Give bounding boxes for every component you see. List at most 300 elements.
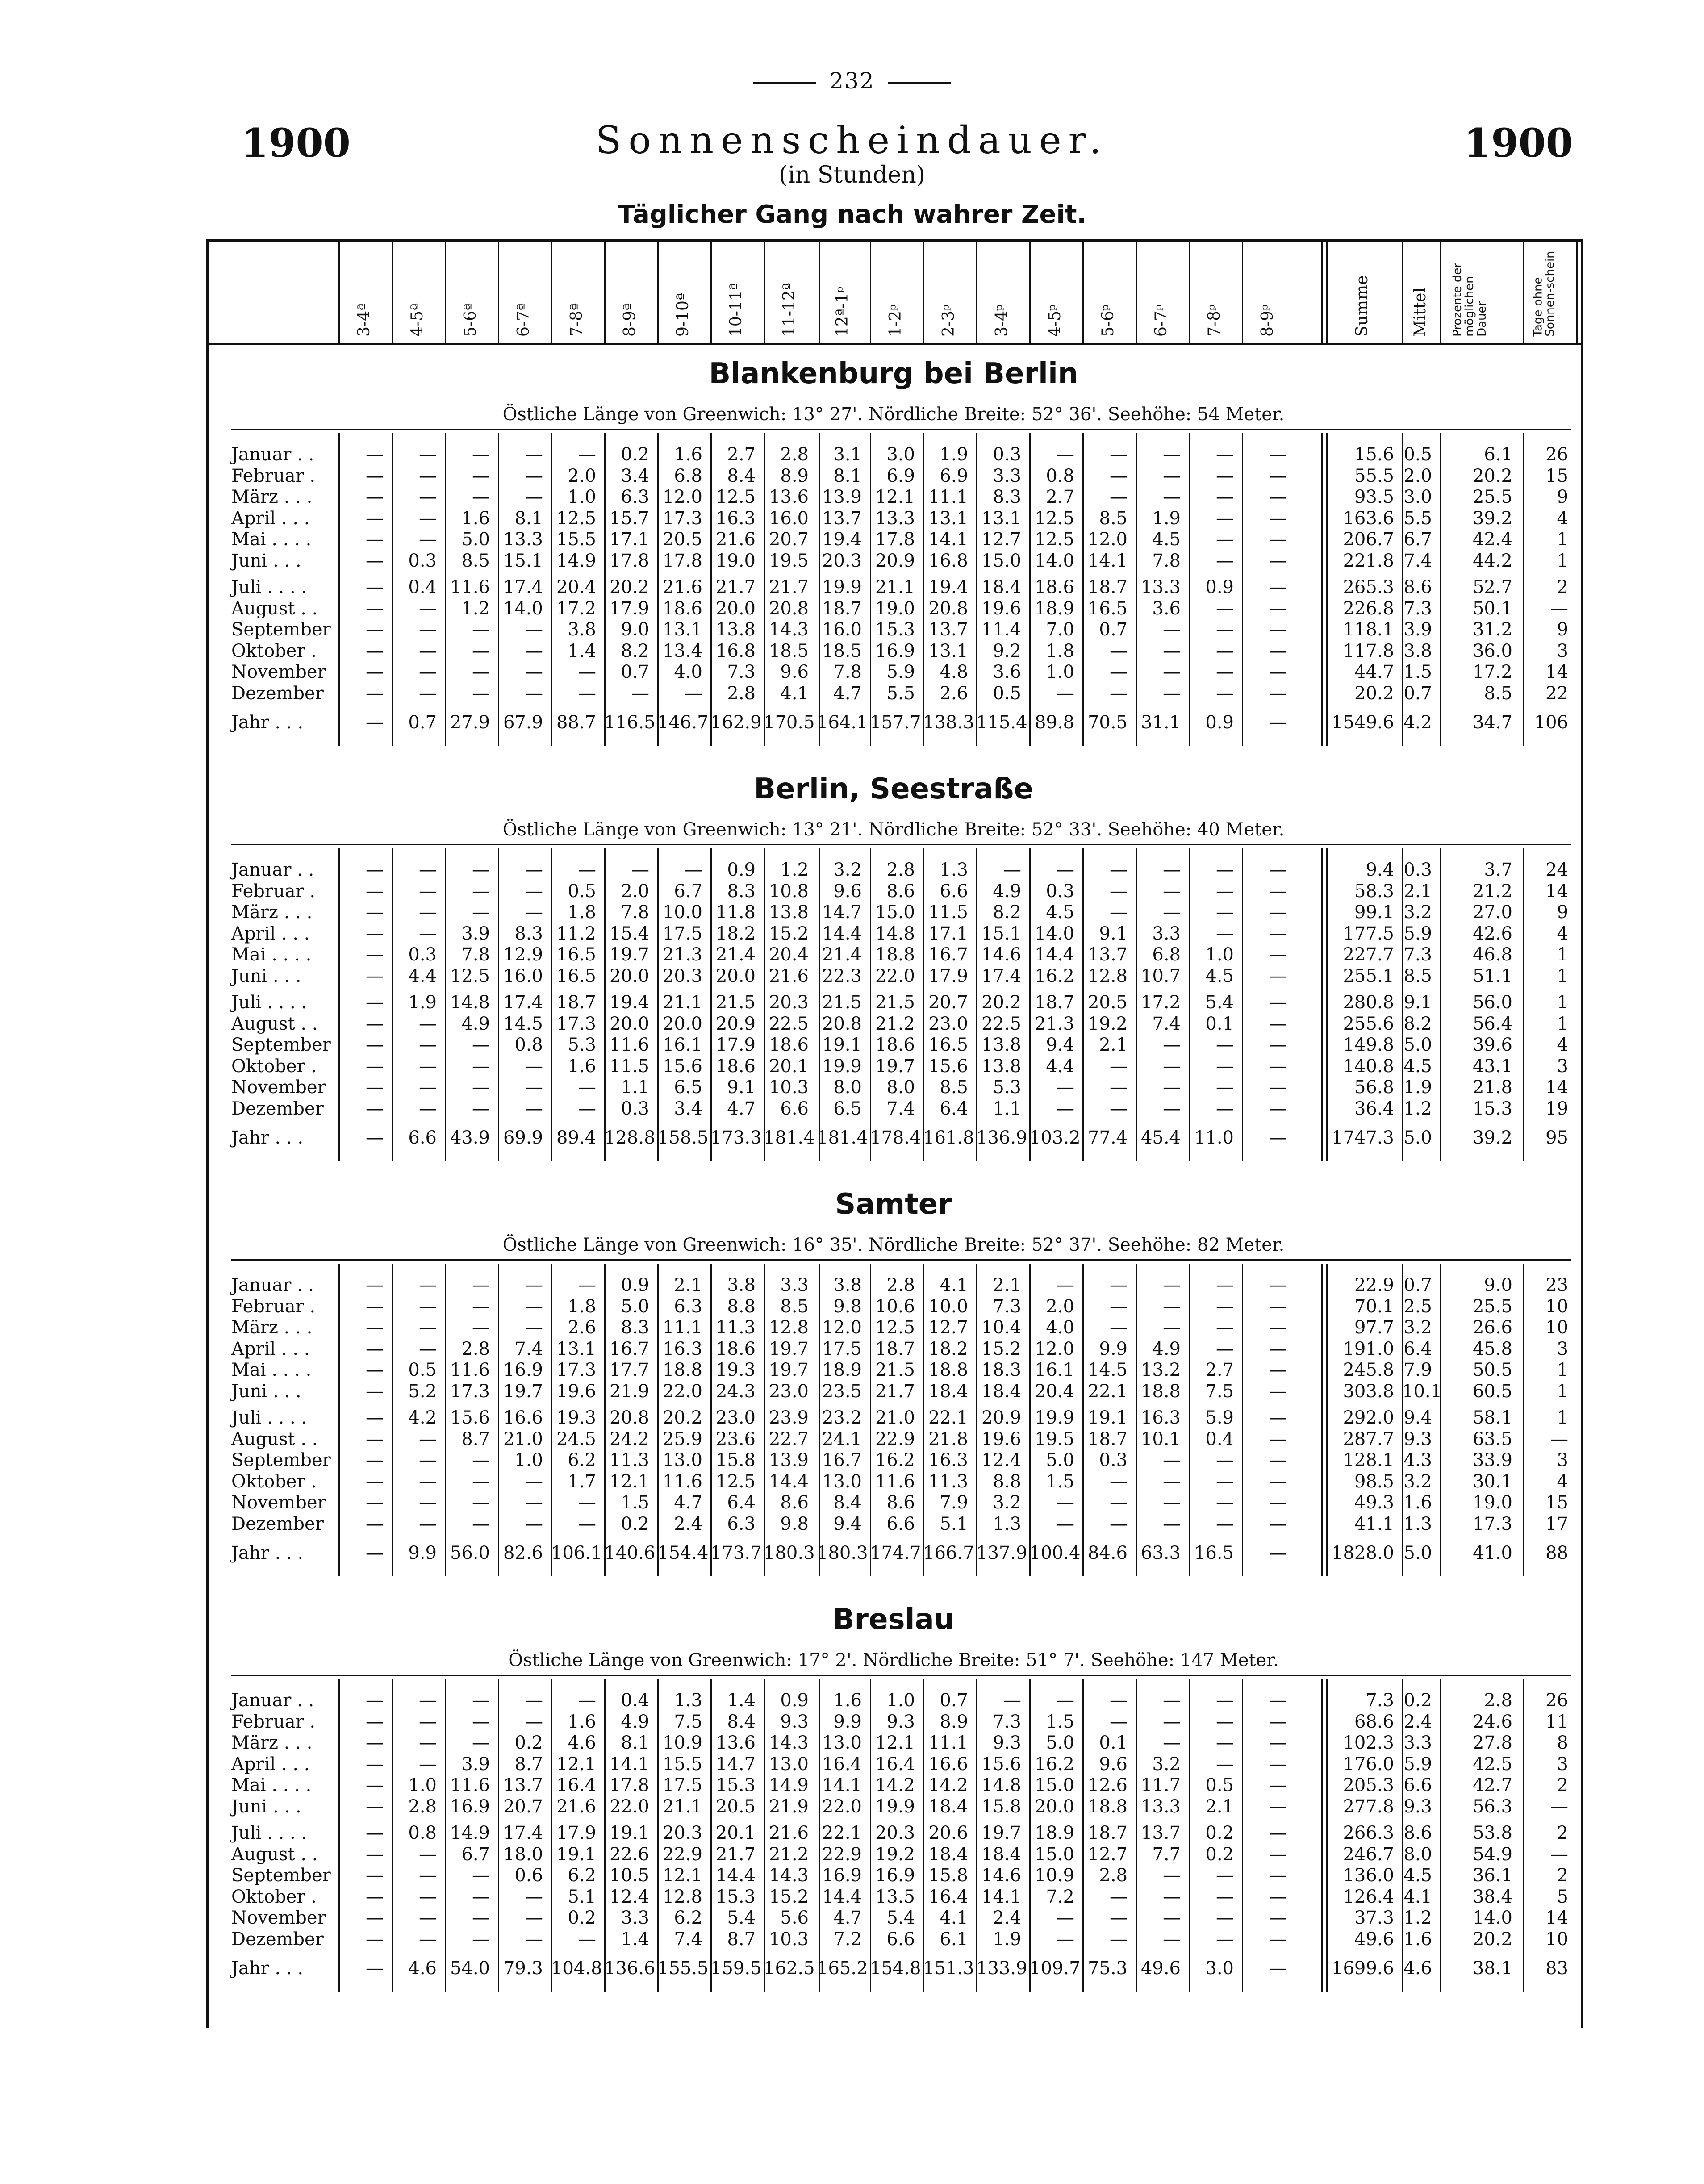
column-header [604,243,657,339]
table-cell: 5.1 [940,1513,968,1534]
table-cell: 4.6 [1403,1958,1432,1979]
table-cell: — [685,860,702,880]
table-cell: — [366,1775,384,1796]
table-row [209,508,1578,529]
table-row [209,1471,1578,1492]
table-cell: 100.4 [1029,1543,1081,1563]
table-cell: 16.7 [609,1338,649,1359]
table-cell: — [1216,1733,1234,1753]
table-cell: 13.0 [768,1754,809,1775]
table-cell: 9.8 [780,1513,809,1534]
table-cell: 13.8 [981,1056,1021,1077]
table-cell: 2.8 [1484,1690,1512,1711]
station-rule [231,429,1571,430]
table-cell: 1.6 [674,444,702,465]
table-cell: 7.7 [1152,1844,1181,1865]
table-cell: 3.8 [727,1275,756,1295]
table-cell: 20.6 [928,1823,968,1843]
table-cell: 12.8 [662,1886,702,1907]
table-cell: — [419,1865,437,1886]
table-cell: 14.0 [1034,550,1074,571]
table-row [209,529,1578,550]
table-cell: 19.7 [981,1823,1021,1843]
table-cell: 8.6 [1403,577,1432,597]
table-cell: 16.9 [875,640,915,661]
table-cell: — [366,529,384,550]
table-cell: 9.1 [727,1077,756,1098]
table-cell: 11.6 [450,1775,490,1796]
table-cell: 50.1 [1472,598,1512,619]
table-cell: 116.5 [604,712,656,733]
table-cell: 2.7 [1046,487,1074,507]
column-header-label: 6-7ᵖ [1152,304,1170,337]
page-number-dash-right [888,82,951,84]
table-cell: 0.3 [1099,1450,1128,1470]
table-cell: 11.1 [928,1733,968,1753]
table-cell: 3.8 [1403,640,1432,661]
table-cell: 45.8 [1472,1338,1512,1359]
table-cell: — [1057,1513,1074,1534]
table-cell: 21.9 [609,1381,649,1402]
table-cell: — [1163,1929,1181,1950]
table-cell: 2.6 [568,1317,596,1338]
table-cell: 20.0 [609,965,649,986]
table-cell: 1.4 [727,1690,756,1711]
table-cell: — [1057,1690,1074,1711]
table-cell: 103.2 [1029,1127,1081,1148]
table-cell: 15.5 [662,1754,702,1775]
table-cell: 5.0 [461,529,490,550]
table-cell: 13.3 [503,529,543,550]
table-cell: — [525,444,543,465]
table-cell: 7.9 [940,1492,968,1513]
table-cell: 128.8 [604,1127,656,1148]
table-cell: 174.7 [870,1543,921,1563]
station-name: Breslau [832,1603,955,1636]
table-cell: — [366,1338,384,1359]
table-cell: 16.6 [503,1407,543,1428]
table-cell: 8.7 [461,1428,490,1449]
table-cell: 0.3 [993,444,1021,465]
table-cell: 25.5 [1472,487,1512,507]
table-cell: 4.3 [1403,1450,1432,1470]
table-cell: 226.8 [1343,598,1394,619]
table-cell: — [1163,1492,1181,1513]
table-cell: 11.1 [662,1317,702,1338]
table-cell: 22.5 [768,1013,809,1034]
table-row [209,1014,1578,1034]
table-cell: — [419,1450,437,1470]
table-cell: — [366,1296,384,1317]
table-cell: — [1269,619,1287,640]
table-cell: 8.3 [727,881,756,902]
table-cell: 10.0 [928,1296,968,1317]
row-label: Oktober . [231,640,317,661]
table-cell: — [366,1381,384,1402]
table-cell: — [366,1690,384,1711]
table-row [209,881,1578,902]
table-cell: 12.0 [1034,1338,1074,1359]
table-cell: 1.3 [1403,1513,1432,1534]
table-cell: 12.5 [1034,529,1074,550]
table-cell: 1.1 [993,1098,1021,1119]
table-cell: 18.4 [928,1381,968,1402]
table-row [209,1865,1578,1886]
page-number-dash-left [753,82,816,84]
table-cell: 17.1 [928,923,968,944]
table-cell: 5 [1557,1886,1568,1907]
row-label: Juli . . . . [231,1823,307,1843]
table-cell: 8.4 [727,465,756,486]
row-label: August . . [231,1844,318,1865]
table-cell: 44.2 [1472,550,1512,571]
table-cell: 18.5 [768,640,809,661]
table-cell: 15.6 [981,1754,1021,1775]
table-cell: 17.2 [1140,992,1181,1013]
table-cell: 3.2 [1152,1754,1181,1775]
table-cell: 5.4 [886,1908,915,1928]
table-cell: — [1216,1098,1234,1119]
table-cell: 1.9 [1152,508,1181,529]
table-cell: 0.9 [727,860,756,880]
table-cell: 115.4 [976,712,1027,733]
table-cell: 21.2 [875,1013,915,1034]
station-coordinates: Östliche Länge von Greenwich: 17° 2'. Nördliche Breite: 51° 7'. Seehöhe: 147 Meter. [508,1650,1279,1670]
table-cell: 13.8 [768,902,809,923]
table-cell: 3.3 [780,1275,809,1295]
table-cell: 12.9 [503,944,543,965]
table-cell: 18.2 [928,1338,968,1359]
table-cell: 15.8 [928,1865,968,1886]
table-cell: 14.7 [715,1754,756,1775]
table-cell: 26 [1545,444,1568,465]
table-cell: 4.8 [940,662,968,682]
table-cell: — [419,1513,437,1534]
table-cell: 9.9 [1099,1338,1128,1359]
table-cell: 164.1 [817,712,868,733]
table-cell: 4 [1557,1035,1568,1055]
table-cell: 7.4 [1403,550,1432,571]
table-cell: 2.0 [1046,1296,1074,1317]
table-cell: — [1163,662,1181,682]
table-cell: 19.3 [715,1360,756,1380]
table-cell: 20.8 [609,1407,649,1428]
row-label: Dezember [231,1929,324,1950]
table-cell: 19.7 [768,1360,809,1380]
table-cell: 21.8 [1472,1077,1512,1098]
table-cell: 20.0 [1034,1796,1074,1817]
table-cell: — [1216,465,1234,486]
row-label: März . . . [231,487,313,507]
table-row [209,966,1578,986]
table-cell: 10.0 [662,902,702,923]
table-row [209,641,1578,661]
station-name: Samter [835,1188,952,1221]
table-cell: 16.4 [928,1886,968,1907]
table-cell: — [1269,529,1287,550]
table-cell: — [1216,1035,1234,1055]
table-cell: — [525,1929,543,1950]
table-cell: 22.7 [768,1428,809,1449]
table-cell: 140.6 [604,1543,656,1563]
table-cell: 19.9 [1034,1407,1074,1428]
table-cell: 0.9 [1205,577,1234,597]
row-label: April . . . [231,923,310,944]
table-cell: 83 [1545,1958,1568,1979]
table-cell: 26.6 [1472,1317,1512,1338]
table-cell: — [1269,1886,1287,1907]
table-cell: 13.1 [928,640,968,661]
table-cell: 17.9 [928,965,968,986]
table-cell: 117.8 [1343,640,1394,661]
table-cell: 136.6 [604,1958,656,1979]
table-cell: — [1163,860,1181,880]
table-cell: 2.4 [1403,1711,1432,1732]
table-cell: 12.8 [1087,965,1128,986]
table-cell: 1.4 [568,640,596,661]
table-cell: 22 [1545,683,1568,704]
table-cell: 221.8 [1343,550,1394,571]
table-cell: — [419,1471,437,1492]
table-cell: — [1269,508,1287,529]
table-cell: 1.0 [886,1690,915,1711]
table-cell: 14.4 [1034,944,1074,965]
table-cell: 9.6 [1099,1754,1128,1775]
table-cell: — [366,944,384,965]
table-cell: 0.2 [621,444,649,465]
table-cell: 1.9 [993,1929,1021,1950]
table-cell: — [525,1513,543,1534]
table-cell: — [366,965,384,986]
table-cell: — [1057,1098,1074,1119]
table-cell: 18.8 [1087,1796,1128,1817]
table-cell: 21.7 [768,577,809,597]
table-row [209,444,1578,465]
table-cell: 2.1 [674,1275,702,1295]
table-cell: 3.4 [674,1098,702,1119]
column-header-label: 4-5ª [408,303,426,337]
year-total-row [209,1543,1578,1563]
year-total-row [209,1958,1578,1979]
station-section [209,773,1578,1174]
table-cell: 0.2 [514,1733,543,1753]
table-cell: — [525,1711,543,1732]
table-cell: — [1269,1013,1287,1034]
table-cell: 5.9 [1205,1407,1234,1428]
table-row [209,487,1578,507]
table-cell: — [419,1886,437,1907]
table-cell: — [1110,1908,1128,1928]
table-cell: — [631,683,649,704]
table-cell: — [525,1296,543,1317]
table-cell: — [1269,923,1287,944]
table-cell: 22.5 [981,1013,1021,1034]
table-row [209,598,1578,619]
table-cell: 2 [1557,1865,1568,1886]
table-cell: 20.2 [1472,1929,1512,1950]
table-cell: 12.5 [1034,508,1074,529]
table-cell: 162.5 [764,1958,815,1979]
table-cell: — [366,640,384,661]
station-coordinates: Östliche Länge von Greenwich: 16° 35'. Nördliche Breite: 52° 37'. Seehöhe: 82 Meter. [502,1235,1285,1255]
table-cell: 11.3 [715,1317,756,1338]
table-cell: 20.4 [768,944,809,965]
table-cell: — [419,508,437,529]
table-cell: — [366,1428,384,1449]
table-cell: — [1216,444,1234,465]
table-cell: 0.2 [1403,1690,1432,1711]
table-cell: 16.0 [768,508,809,529]
table-cell: 14.4 [822,1886,862,1907]
table-cell: 49.3 [1354,1492,1394,1513]
table-cell: 1 [1557,1407,1568,1428]
table-cell: 6.4 [1403,1338,1432,1359]
table-cell: — [1163,1450,1181,1470]
table-cell: — [366,860,384,880]
row-label: Dezember [231,1098,324,1119]
table-cell: — [1163,1035,1181,1055]
table-cell: 23.2 [822,1407,862,1428]
table-cell: — [472,1056,490,1077]
table-cell: — [1110,640,1128,661]
table-cell: 24.5 [556,1428,596,1449]
table-cell: 12.1 [609,1471,649,1492]
table-cell: — [1163,1317,1181,1338]
table-cell: 20.2 [609,577,649,597]
table-cell: 14.8 [875,923,915,944]
table-cell: 77.4 [1087,1127,1128,1148]
table-cell: — [366,1886,384,1907]
table-cell: 15.1 [503,550,543,571]
table-cell: — [472,1296,490,1317]
table-row [209,1035,1578,1055]
table-cell: 13.7 [1140,1823,1181,1843]
table-cell: — [1163,1077,1181,1098]
table-cell: 266.3 [1343,1823,1394,1843]
table-cell: — [1216,1077,1234,1098]
table-cell: 181.4 [817,1127,868,1148]
table-cell: — [1163,1296,1181,1317]
table-cell: 4.9 [1152,1338,1181,1359]
table-cell: — [1269,577,1287,597]
table-cell: 3.2 [1403,1317,1432,1338]
column-header-label: 3-4ª [355,303,373,337]
table-cell: 21.4 [822,944,862,965]
table-cell: 19.2 [1087,1013,1128,1034]
table-cell: — [1269,1690,1287,1711]
table-cell: — [1110,1690,1128,1711]
table-cell: 18.6 [662,598,702,619]
row-label: März . . . [231,1733,313,1753]
table-cell: 18.4 [981,1381,1021,1402]
table-cell: — [419,662,437,682]
table-cell: 15.6 [662,1056,702,1077]
table-cell: 7.2 [833,1929,862,1950]
table-cell: 8.9 [780,465,809,486]
table-cell: 13.2 [1140,1360,1181,1380]
table-cell: 0.5 [1403,444,1432,465]
table-cell: 10.1 [1140,1428,1181,1449]
table-cell: 11.7 [1140,1775,1181,1796]
table-cell: 15.3 [715,1886,756,1907]
table-cell: 27.8 [1472,1733,1512,1753]
table-cell: 5.4 [727,1908,756,1928]
table-cell: 136.0 [1343,1865,1394,1886]
page-title: Sonnenscheindauer. [595,118,1109,162]
table-cell: — [525,640,543,661]
table-cell: — [1550,598,1568,619]
table-cell: — [366,1275,384,1295]
table-cell: 8.7 [727,1929,756,1950]
table-cell: 0.2 [1205,1823,1234,1843]
table-cell: 6.3 [621,487,649,507]
table-cell: 3.2 [1403,902,1432,923]
table-cell: 7.9 [1403,1360,1432,1380]
table-cell: — [366,598,384,619]
table-cell: 17.3 [1472,1513,1512,1534]
table-cell: — [366,662,384,682]
table-cell: 21.3 [1034,1013,1074,1034]
table-cell: 18.8 [1140,1381,1181,1402]
table-cell: 19.9 [822,1056,862,1077]
table-cell: 20.3 [822,550,862,571]
table-cell: 17.5 [662,1775,702,1796]
table-cell: 1 [1557,1013,1568,1034]
table-cell: 16.5 [556,944,596,965]
table-cell: 9.6 [780,662,809,682]
table-cell: 8.5 [1484,683,1512,704]
table-cell: 21.6 [662,577,702,597]
table-cell: 19 [1545,1098,1568,1119]
table-cell: 9 [1557,619,1568,640]
table-cell: 12.5 [450,965,490,986]
table-cell: 0.1 [1205,1013,1234,1034]
table-cell: 4.5 [1152,529,1181,550]
table-row [209,1275,1578,1295]
table-cell: — [1163,1733,1181,1753]
table-cell: 4.5 [1205,965,1234,986]
table-cell: 8.5 [461,550,490,571]
table-cell: 3.6 [993,662,1021,682]
table-cell: — [419,1098,437,1119]
table-cell: 17.5 [662,923,702,944]
table-cell: 3.0 [1205,1958,1234,1979]
table-cell: — [1110,1492,1128,1513]
table-cell: 18.8 [928,1360,968,1380]
table-cell: 5.5 [886,683,915,704]
table-cell: 154.4 [657,1543,709,1563]
table-cell: — [1163,444,1181,465]
table-cell: 24.3 [715,1381,756,1402]
table-cell: 20.8 [928,598,968,619]
table-cell: — [419,1428,437,1449]
table-cell: 21.0 [503,1428,543,1449]
table-cell: 11.5 [609,1056,649,1077]
column-header [870,243,923,339]
table-cell: 11.3 [609,1450,649,1470]
table-cell: 12.1 [662,1865,702,1886]
table-cell: — [419,465,437,486]
table-cell: 1549.6 [1332,712,1394,733]
table-cell: 4.0 [674,662,702,682]
table-cell: 4.9 [621,1711,649,1732]
table-cell: — [1110,860,1128,880]
station-name: Blankenburg bei Berlin [709,357,1078,390]
table-cell: 15.3 [1472,1098,1512,1119]
table-cell: 36.0 [1472,640,1512,661]
table-cell: — [1269,1823,1287,1843]
table-cell: 18.7 [1087,1823,1128,1843]
